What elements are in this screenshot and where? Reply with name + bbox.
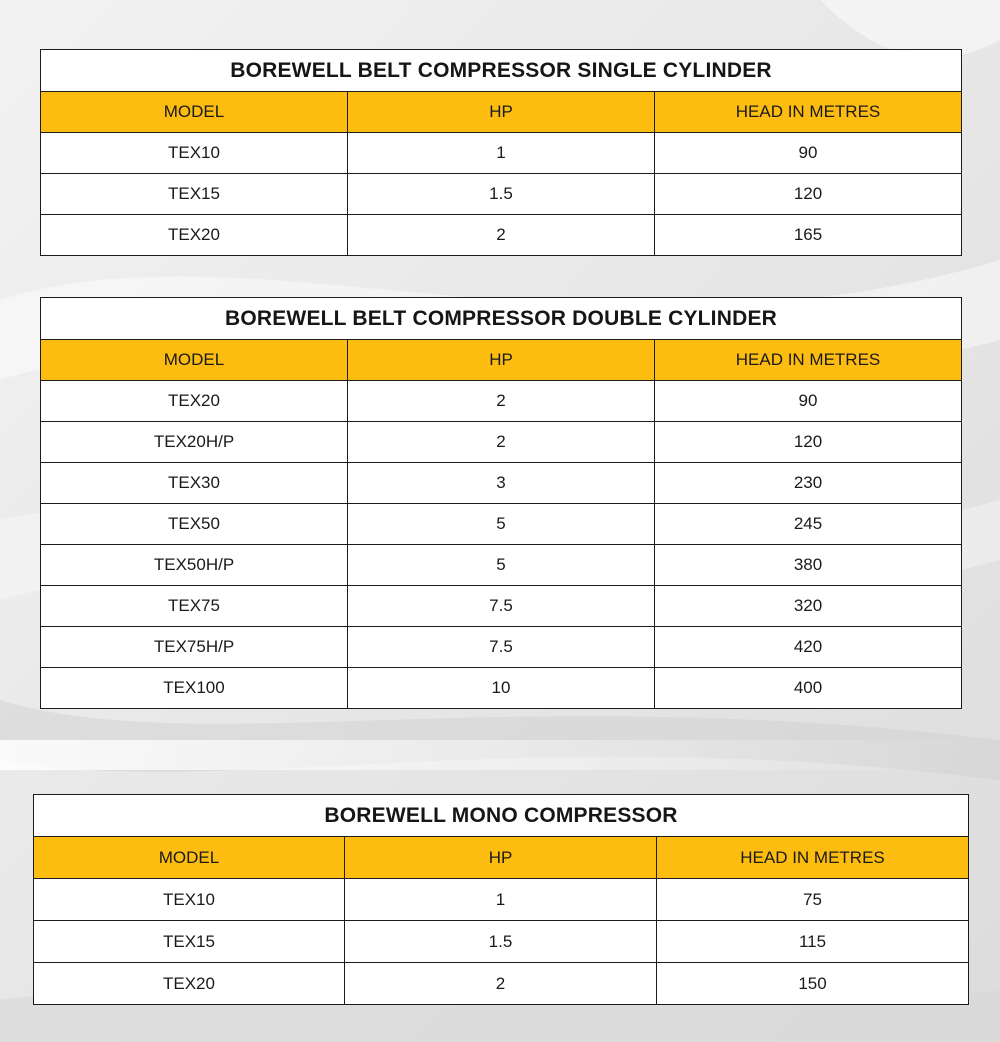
cell-hp: 1.5 [345, 921, 657, 963]
cell-hp: 10 [348, 668, 655, 709]
cell-model: TEX20 [41, 381, 348, 422]
column-header-model: MODEL [41, 340, 348, 381]
cell-head: 165 [655, 215, 962, 256]
table-title: BOREWELL BELT COMPRESSOR DOUBLE CYLINDER [41, 298, 962, 340]
cell-hp: 5 [348, 504, 655, 545]
cell-model: TEX20H/P [41, 422, 348, 463]
cell-head: 230 [655, 463, 962, 504]
cell-head: 150 [657, 963, 969, 1005]
cell-model: TEX75H/P [41, 627, 348, 668]
cell-model: TEX15 [34, 921, 345, 963]
cell-hp: 2 [348, 215, 655, 256]
table-row [41, 504, 962, 545]
table-row [41, 174, 962, 215]
table-row [34, 963, 969, 1005]
table-row [41, 668, 962, 709]
cell-head: 420 [655, 627, 962, 668]
cell-model: TEX50 [41, 504, 348, 545]
table-row [41, 215, 962, 256]
cell-model: TEX10 [34, 879, 345, 921]
cell-hp: 1.5 [348, 174, 655, 215]
column-header-head: HEAD IN METRES [655, 92, 962, 133]
table-row [41, 627, 962, 668]
cell-head: 90 [655, 133, 962, 174]
column-header-hp: HP [348, 340, 655, 381]
cell-head: 400 [655, 668, 962, 709]
cell-head: 380 [655, 545, 962, 586]
column-header-model: MODEL [41, 92, 348, 133]
column-header-model: MODEL [34, 837, 345, 879]
cell-head: 120 [655, 422, 962, 463]
cell-hp: 7.5 [348, 586, 655, 627]
cell-model: TEX20 [41, 215, 348, 256]
cell-head: 90 [655, 381, 962, 422]
cell-hp: 2 [345, 963, 657, 1005]
spec-table-double-cylinder [40, 297, 962, 709]
column-header-hp: HP [345, 837, 657, 879]
cell-model: TEX75 [41, 586, 348, 627]
table-row [34, 879, 969, 921]
spec-table-single-cylinder [40, 49, 962, 256]
cell-hp: 2 [348, 422, 655, 463]
cell-head: 120 [655, 174, 962, 215]
cell-hp: 7.5 [348, 627, 655, 668]
cell-head: 75 [657, 879, 969, 921]
cell-model: TEX100 [41, 668, 348, 709]
table-title: BOREWELL BELT COMPRESSOR SINGLE CYLINDER [41, 50, 962, 92]
table-row [41, 133, 962, 174]
cell-model: TEX30 [41, 463, 348, 504]
cell-model: TEX10 [41, 133, 348, 174]
table-row [41, 586, 962, 627]
cell-model: TEX20 [34, 963, 345, 1005]
spec-table-mono [33, 794, 969, 1005]
table-row [41, 545, 962, 586]
cell-model: TEX50H/P [41, 545, 348, 586]
cell-hp: 2 [348, 381, 655, 422]
column-header-hp: HP [348, 92, 655, 133]
cell-hp: 1 [345, 879, 657, 921]
cell-head: 320 [655, 586, 962, 627]
column-header-head: HEAD IN METRES [657, 837, 969, 879]
table-row [41, 381, 962, 422]
table-row [41, 463, 962, 504]
cell-head: 115 [657, 921, 969, 963]
cell-hp: 1 [348, 133, 655, 174]
column-header-head: HEAD IN METRES [655, 340, 962, 381]
table-row [34, 921, 969, 963]
table-row [41, 422, 962, 463]
cell-hp: 5 [348, 545, 655, 586]
cell-head: 245 [655, 504, 962, 545]
cell-hp: 3 [348, 463, 655, 504]
table-title: BOREWELL MONO COMPRESSOR [34, 795, 969, 837]
cell-model: TEX15 [41, 174, 348, 215]
